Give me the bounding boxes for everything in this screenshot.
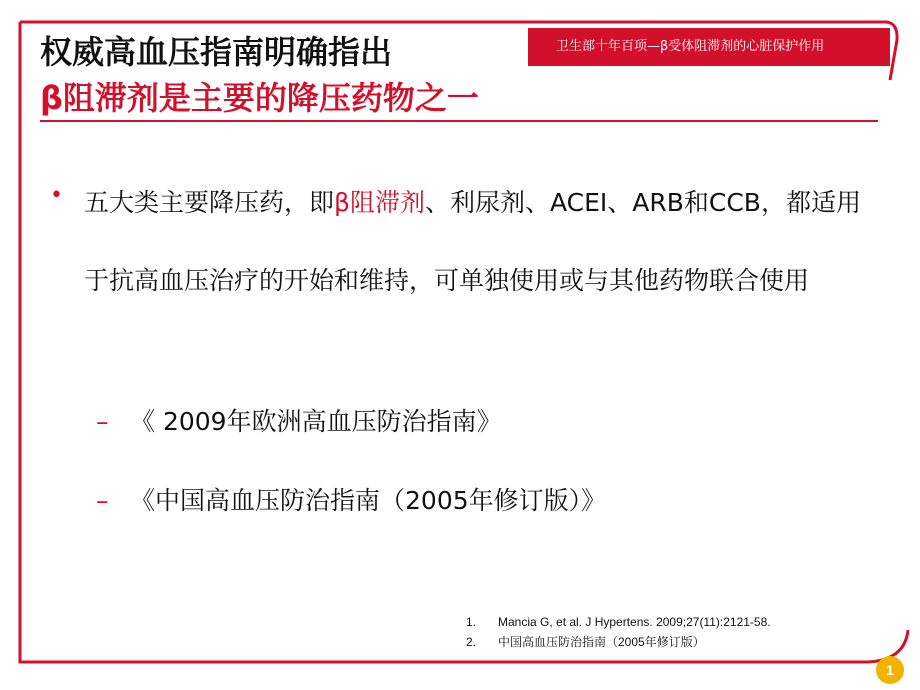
reference-text: Mancia G, et al. J Hypertens. 2009;27(11):2121-58. xyxy=(498,615,771,629)
main-text-part-1: 五大类主要降压药，即 xyxy=(84,188,335,217)
references xyxy=(466,612,771,652)
banner-text: 卫生部十年百项—β受体阻滞剂的心脏保护作用 xyxy=(556,39,825,54)
title-divider xyxy=(40,120,878,122)
reference-item xyxy=(466,632,771,652)
dash-marker: – xyxy=(96,407,109,436)
main-text-part-2: 、利尿剂、ACEI、ARB和CCB，都适用于抗高血压治疗的开始和维持，可单独使用或与其他药物联合使用 xyxy=(84,188,861,295)
reference-text: 中国高血压防治指南（2005年修订版） xyxy=(498,635,705,649)
sub-item-text: 《 2009年欧洲高血压防治指南》 xyxy=(130,407,502,436)
page-number-badge: 1 xyxy=(876,656,904,684)
reference-number: 2. xyxy=(466,635,477,649)
sub-item-1 xyxy=(96,402,502,442)
sub-item-2 xyxy=(96,481,606,521)
sub-item-text: 《中国高血压防治指南（2005年修订版）》 xyxy=(130,486,607,515)
bullet-marker: • xyxy=(50,183,63,208)
reference-item xyxy=(466,612,771,632)
title-line-2: β阻滞剂是主要的降压药物之一 xyxy=(40,79,479,117)
main-bullet-text xyxy=(84,164,874,320)
title-line-1: 权威高血压指南明确指出 xyxy=(40,33,393,71)
main-text-highlight: β阻滞剂 xyxy=(334,188,425,217)
reference-number: 1. xyxy=(466,615,477,629)
dash-marker: – xyxy=(96,486,109,515)
